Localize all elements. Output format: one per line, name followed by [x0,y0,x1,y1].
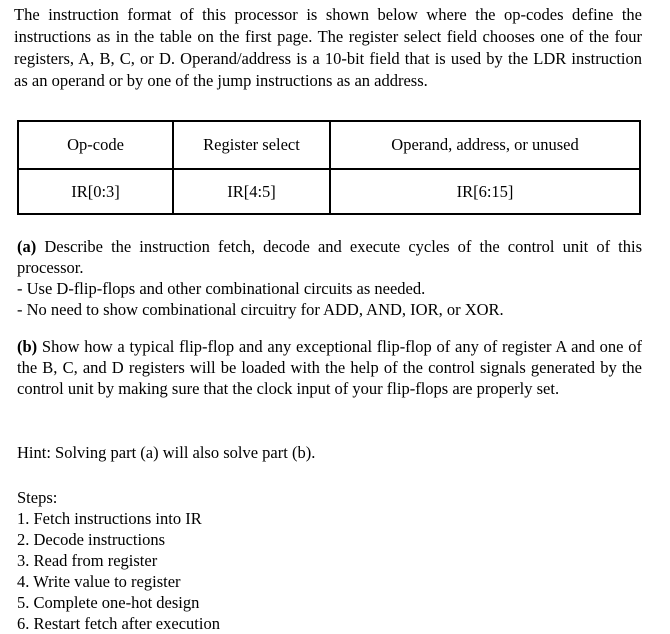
steps-section [17,487,642,634]
part-b-text: Show how a typical flip-flop and any exceptional flip-flop of any of register A and one of the B, C, and D registers will be loaded with the help of the control signals generated by the control unit by making sure that the clock input of your flip-flops are properly set. [17,337,642,398]
header-operand: Operand, address, or unused [391,135,579,154]
list-item: 3. Read from register [17,551,158,570]
steps-heading: Steps: [17,488,58,507]
part-a-bullet: - No need to show combinational circuitry for ADD, AND, IOR, or XOR. [17,300,504,319]
hint-text: Hint: Solving part (a) will also solve part (b). [17,443,316,462]
intro-paragraph: The instruction format of this processor is shown below where the op-codes define the instructions as in the table on the first page. The register select field chooses one of the four registers, A, B, C, or D. Operand/address is a 10-bit field that is used by the LDR instruction as an operand or by one of the jump instructions as an address. [14,5,642,90]
list-item: 6. Restart fetch after execution [17,614,220,633]
part-b-section [17,336,642,399]
part-a-question [17,236,642,278]
table-data-row [19,170,639,213]
part-a-section [17,236,642,320]
instruction-format-table [17,120,641,215]
list-item: 1. Fetch instructions into IR [17,509,202,528]
document-page [14,4,642,633]
part-b-question [17,336,642,399]
cell-operand-bits: IR[6:15] [456,181,514,201]
hint-section [17,442,642,463]
table-header-row [19,122,639,170]
part-a-text: Describe the instruction fetch, decode and execute cycles of the control unit of this processor. [17,237,642,277]
list-item: 4. Write value to register [17,572,181,591]
cell-register-bits: IR[4:5] [174,170,331,213]
part-a-label: (a) [17,237,37,256]
header-register-select: Register select [174,122,331,168]
list-item: 2. Decode instructions [17,530,166,549]
cell-opcode-bits: IR[0:3] [19,170,174,213]
list-item: 5. Complete one-hot design [17,593,200,612]
part-b-label: (b) [17,337,38,356]
header-opcode: Op-code [19,122,174,168]
steps-list [17,508,642,634]
part-a-bullet: - Use D-flip-flops and other combinational circuits as needed. [17,279,426,298]
